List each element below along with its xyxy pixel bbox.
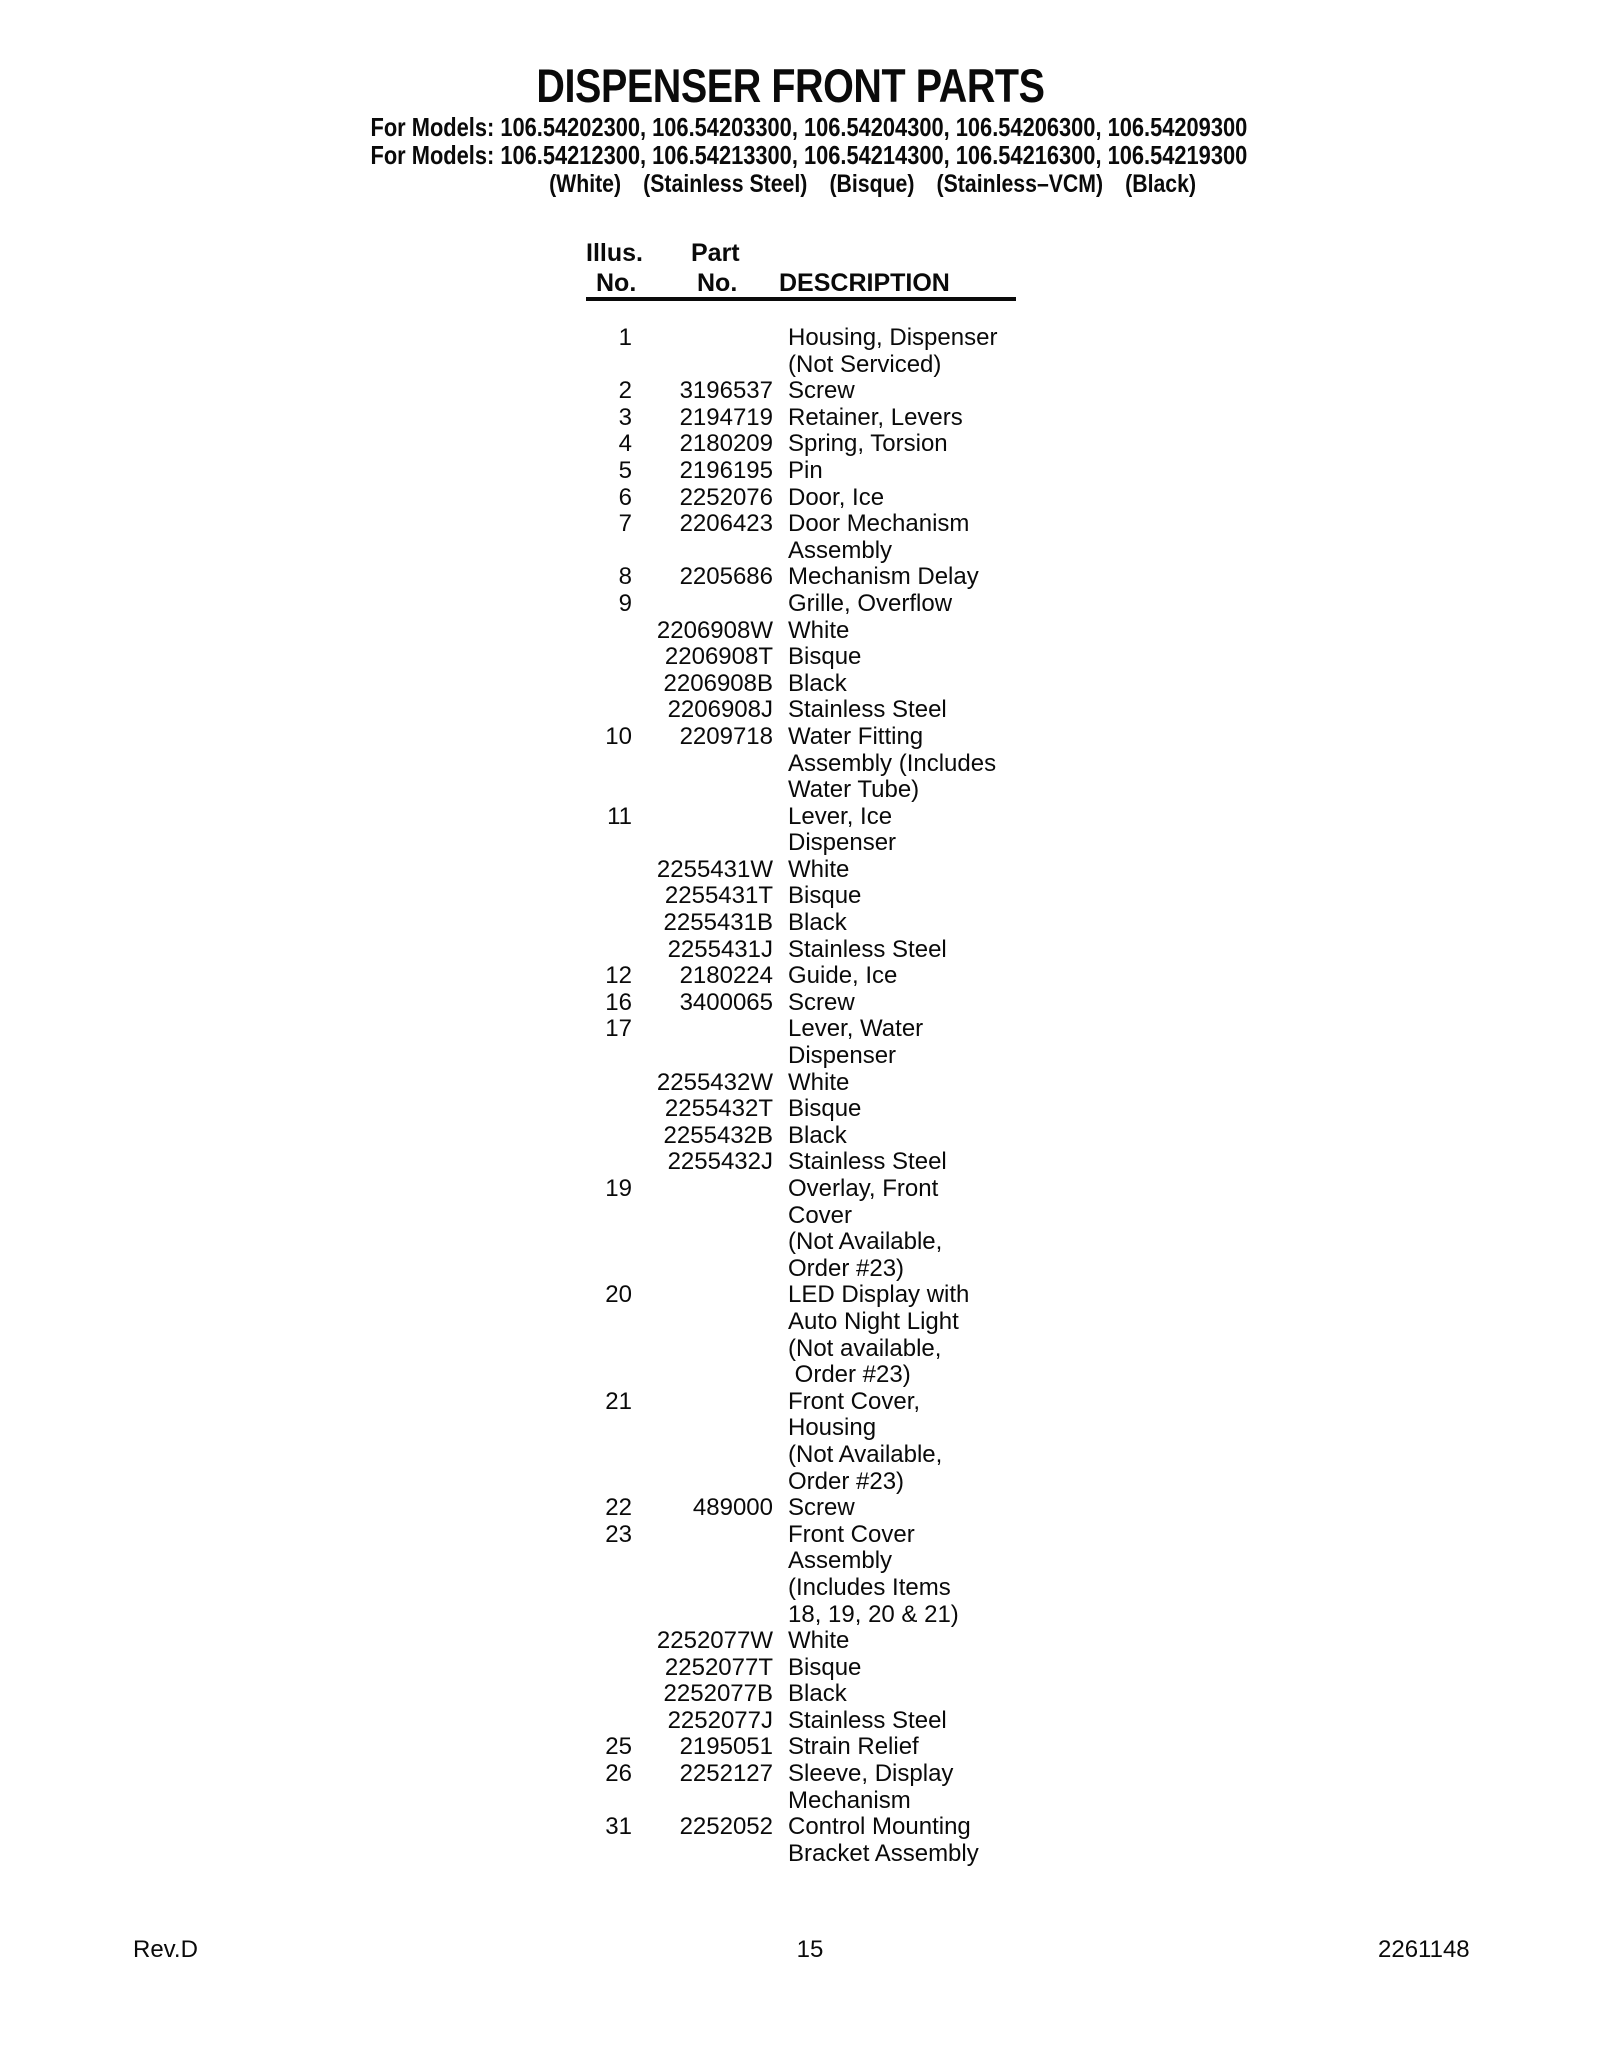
desc-line: Strain Relief [788,1733,919,1761]
desc-line: Housing, Dispenser [788,324,998,351]
table-row [540,910,1080,937]
desc-cell [773,1522,1065,1628]
col-header-illus: Illus. [586,239,643,267]
col-header-illus-no: No. [596,269,637,297]
part-no: 2195051 [679,1733,773,1761]
table-row [540,963,1080,990]
desc-line: Front Cover, [788,1387,921,1415]
illus-no: 17 [605,1015,632,1043]
col-header-description: DESCRIPTION [779,269,950,297]
page-title [0,58,1580,113]
desc-cell [773,963,1065,990]
desc-line: Control Mounting [788,1813,971,1841]
table-row [540,1016,1080,1069]
part-no: 2255431T [664,882,773,910]
desc-line: Stainless Steel [788,935,947,963]
desc-line: Bisque [788,1095,862,1123]
table-row [540,485,1080,512]
table-row [540,1761,1080,1814]
illus-no: 16 [605,988,632,1016]
desc-line: Screw [788,1494,855,1522]
part-no: 2180224 [679,962,773,990]
desc-line: (Not Serviced) [788,350,942,378]
desc-line: Black [788,1121,847,1149]
desc-line: White [788,616,850,644]
footer-revision: Rev.D [133,1936,198,1963]
desc-cell [773,883,1065,910]
table-row [540,431,1080,458]
illus-no: 23 [605,1520,632,1548]
table-row [540,1734,1080,1761]
desc-cell [773,937,1065,964]
part-no: 2255432T [664,1095,773,1123]
table-row [540,1814,1080,1867]
footer-page-number: 15 [796,1936,824,1963]
desc-cell [773,804,1065,857]
illus-no: 11 [607,802,632,830]
footer-doc-number: 2261148 [1378,1936,1470,1963]
table-row [540,697,1080,724]
models-line-2-text: For Models: 106.54212300, 106.54213300, 106.54214300, 106.54216300, 106.54219300 [370,140,1248,170]
desc-line: Mechanism [788,1786,911,1814]
table-row [540,857,1080,884]
illus-no: 8 [618,563,632,591]
desc-line: Stainless Steel [788,1148,947,1176]
desc-line: (Includes Items [788,1573,951,1601]
table-row [540,591,1080,618]
part-no: 2252052 [679,1813,773,1841]
desc-cell [773,325,1065,378]
desc-line: Guide, Ice [788,962,898,990]
models-line-1 [18,112,1600,143]
illus-no: 1 [618,324,632,351]
desc-line: Black [788,1680,847,1708]
part-no: 2206908B [663,669,773,697]
finishes-line [146,170,1600,199]
desc-line: Stainless Steel [788,696,947,724]
desc-line: Black [788,669,847,697]
desc-line: Overlay, Front [788,1175,939,1202]
part-no: 2255431J [667,935,773,963]
table-row [540,671,1080,698]
desc-cell [773,1070,1065,1097]
finishes-list [538,170,1207,199]
desc-line: Bracket Assembly [788,1839,979,1867]
desc-line: Bisque [788,643,862,671]
desc-line: Stainless Steel [788,1706,947,1734]
table-row [540,1282,1080,1388]
desc-cell [773,591,1065,618]
finish-black: (Black) [1125,170,1197,198]
desc-cell [773,1681,1065,1708]
desc-line: 18, 19, 20 & 21) [788,1600,959,1628]
desc-line: Dispenser [788,1042,897,1070]
desc-line: Front Cover [788,1520,915,1548]
illus-no: 2 [618,377,632,405]
part-no: 2255432J [667,1148,773,1176]
models-line-1-text: For Models: 106.54202300, 106.54203300, 106.54204300, 106.54206300, 106.54209300 [370,112,1248,142]
desc-cell [773,618,1065,645]
desc-line: (Not Available, [788,1440,943,1468]
part-no: 2196195 [679,456,773,484]
table-row [540,1149,1080,1176]
table-row [540,1708,1080,1735]
part-no: 2180209 [679,430,773,458]
desc-line: Order #23) [788,1361,911,1389]
part-no: 3400065 [679,988,773,1016]
models-line-2 [18,140,1600,171]
desc-cell [773,644,1065,671]
table-row [540,1495,1080,1522]
illus-no: 5 [618,456,632,484]
illus-no: 9 [618,589,632,617]
finish-white: (White) [549,170,622,198]
illus-no: 7 [618,510,632,538]
desc-line: Screw [788,988,855,1016]
desc-cell [773,1123,1065,1150]
table-row [540,1389,1080,1495]
desc-line: (Not available, [788,1334,942,1362]
col-header-part: Part [691,239,740,267]
desc-cell [773,458,1065,485]
part-no: 2206908W [656,616,773,644]
desc-cell [773,857,1065,884]
table-row [540,1681,1080,1708]
desc-cell [773,378,1065,405]
part-no: 3196537 [679,377,773,405]
part-no: 2252077W [656,1627,773,1655]
part-no: 2252127 [679,1760,773,1788]
table-row [540,564,1080,591]
part-no: 2255431W [656,855,773,883]
desc-line: Pin [788,456,823,484]
desc-cell [773,431,1065,458]
table-row [540,458,1080,485]
desc-line: Bisque [788,1653,862,1681]
desc-cell [773,1176,1065,1282]
table-row [540,405,1080,432]
illus-no: 6 [618,483,632,511]
part-no: 2206423 [679,510,773,538]
desc-cell [773,697,1065,724]
part-no: 489000 [692,1494,773,1522]
table-row [540,937,1080,964]
desc-line: Door Mechanism [788,510,970,538]
desc-cell [773,671,1065,698]
table-row [540,325,1080,378]
table-row [540,1123,1080,1150]
illus-no: 25 [605,1733,632,1761]
desc-line: Assembly [788,536,893,564]
part-no: 2255432B [663,1121,773,1149]
desc-line: Screw [788,377,855,405]
part-no: 2252076 [679,483,773,511]
desc-line: Grille, Overflow [788,589,953,617]
header-rule [586,297,1016,301]
part-no: 2194719 [679,403,773,431]
part-no: 2209718 [679,722,773,750]
desc-line: Cover [788,1201,853,1229]
table-row [540,511,1080,564]
part-no: 2255432W [656,1068,773,1096]
desc-line: Water Tube) [788,776,920,804]
desc-line: Mechanism Delay [788,563,979,591]
desc-cell [773,1149,1065,1176]
page-title-text: DISPENSER FRONT PARTS [535,59,1045,112]
part-no: 2252077B [663,1680,773,1708]
desc-cell [773,724,1065,804]
desc-line: (Not Available, [788,1228,943,1256]
desc-cell [773,1814,1065,1867]
desc-line: White [788,1068,850,1096]
illus-no: 3 [618,403,632,431]
illus-no: 4 [618,430,632,458]
desc-line: Order #23) [788,1467,905,1495]
desc-line: Lever, Ice [788,802,893,830]
desc-cell [773,1096,1065,1123]
part-no: 2206908T [664,643,773,671]
desc-line: White [788,1627,850,1655]
desc-line: Assembly (Includes [788,749,997,777]
desc-line: Bisque [788,882,862,910]
illus-no: 21 [605,1387,632,1415]
desc-line: LED Display with [788,1281,970,1309]
table-row [540,378,1080,405]
desc-cell [773,1282,1065,1388]
desc-cell [773,1628,1065,1655]
table-row [540,1096,1080,1123]
illus-no: 22 [605,1494,632,1522]
finish-bisque: (Bisque) [829,170,915,198]
table-row [540,1522,1080,1628]
desc-line: Sleeve, Display [788,1760,954,1788]
part-no: 2252077T [664,1653,773,1681]
desc-line: Housing [788,1414,877,1442]
table-row [540,644,1080,671]
desc-cell [773,485,1065,512]
desc-line: Door, Ice [788,483,885,511]
part-no: 2205686 [679,563,773,591]
finish-stainless-vcm: (Stainless–VCM) [936,170,1104,198]
desc-cell [773,511,1065,564]
desc-cell [773,910,1065,937]
table-row [540,1628,1080,1655]
desc-cell [773,1016,1065,1069]
desc-line: White [788,855,850,883]
illus-no: 31 [605,1813,632,1841]
desc-cell [773,564,1065,591]
table-row [540,804,1080,857]
desc-cell [773,1761,1065,1814]
desc-line: Black [788,909,847,937]
parts-table-body [540,325,1080,1867]
illus-no: 19 [605,1175,632,1202]
desc-cell [773,1495,1065,1522]
finish-stainless-steel: (Stainless Steel) [643,170,808,198]
table-row [540,990,1080,1017]
illus-no: 20 [605,1281,632,1309]
desc-cell [773,1734,1065,1761]
table-row [540,883,1080,910]
desc-line: Order #23) [788,1254,905,1282]
illus-no: 10 [605,722,632,750]
table-row [540,1176,1080,1282]
desc-line: Dispenser [788,829,897,857]
table-row [540,618,1080,645]
desc-cell [773,1389,1065,1495]
part-no: 2206908J [667,696,773,724]
desc-line: Water Fitting [788,722,924,750]
illus-no: 26 [605,1760,632,1788]
desc-line: Lever, Water [788,1015,924,1043]
col-header-part-no: No. [697,269,738,297]
table-row [540,1655,1080,1682]
illus-no: 12 [605,962,632,990]
desc-line: Auto Night Light [788,1307,959,1335]
desc-line: Retainer, Levers [788,403,963,431]
desc-cell [773,405,1065,432]
table-row [540,1070,1080,1097]
part-no: 2252077J [667,1706,773,1734]
part-no: 2255431B [663,909,773,937]
desc-line: Assembly [788,1547,893,1575]
table-row [540,724,1080,804]
desc-cell [773,990,1065,1017]
desc-line: Spring, Torsion [788,430,948,458]
desc-cell [773,1655,1065,1682]
desc-cell [773,1708,1065,1735]
